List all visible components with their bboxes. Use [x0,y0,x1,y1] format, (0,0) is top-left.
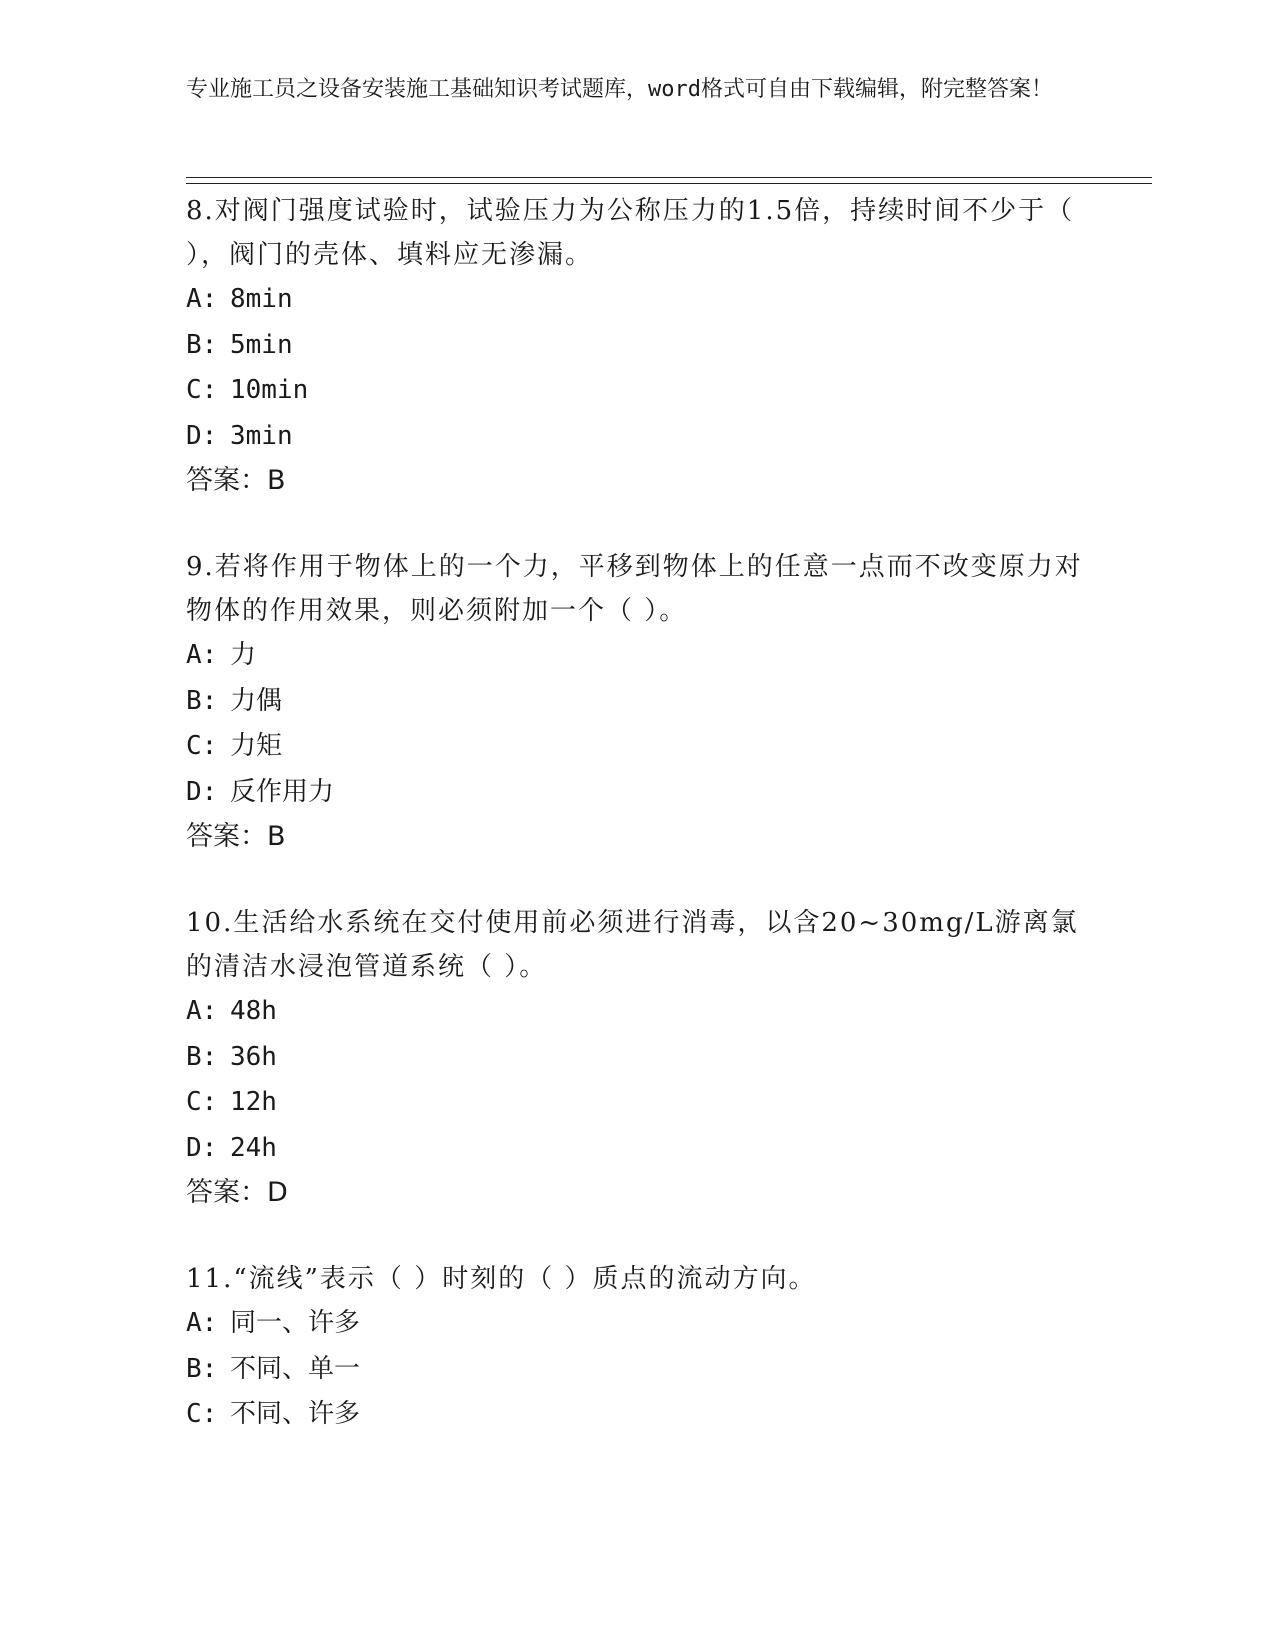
question-stem: 8.对阀门强度试验时，试验压力为公称压力的1.5倍，持续时间不少于（ ），阀门的壳体、填料应无渗漏。 [186,196,1075,270]
option-letter: C: [186,1399,218,1429]
option-a [186,989,1086,1035]
option-letter: D: [186,420,218,451]
option-text: 力偶 [230,685,283,716]
option-text: 力矩 [230,731,283,761]
option-text: 同一、许多 [230,1308,361,1338]
option-b [186,679,1086,725]
question-8 [186,189,1086,503]
option-letter: B: [186,329,218,360]
header-divider-bottom [186,183,1152,184]
question-11 [186,1257,1086,1438]
option-letter: A: [186,284,218,314]
option-a [186,633,1086,679]
question-stem: 10.生活给水系统在交付使用前必须进行消毒，以含20~30mg/L游离氯的清洁水浸泡管道系统（ ）。 [186,908,1079,982]
option-text: 不同、单一 [230,1353,361,1384]
question-stem: 9.若将作用于物体上的一个力，平移到物体上的任意一点而不改变原力对物体的作用效果，则必须附加一个（ ）。 [186,552,1083,626]
option-a [186,277,1086,323]
option-text: 不同、许多 [230,1399,361,1429]
option-text: 36h [230,1041,277,1072]
option-letter: D: [186,776,218,807]
option-letter: A: [186,640,218,670]
option-a [186,1301,1086,1347]
option-letter: A: [186,1308,218,1338]
option-text: 10min [230,375,309,405]
answer-line: 答案：B [186,465,286,496]
question-9 [186,545,1086,859]
option-b [186,1347,1086,1393]
header-divider-top [186,177,1152,178]
document-header: 专业施工员之设备安装施工基础知识考试题库，word格式可自由下载编辑，附完整答案！ [186,77,1053,102]
option-text: 5min [230,329,293,360]
option-text: 48h [230,996,277,1026]
option-letter: A: [186,996,218,1026]
answer-line: 答案：B [186,821,286,852]
option-text: 8min [230,284,293,314]
option-letter: C: [186,731,218,761]
option-c [186,1080,1086,1126]
option-c [186,1392,1086,1438]
option-text: 12h [230,1087,277,1117]
option-text: 3min [230,420,293,451]
option-letter: B: [186,1041,218,1072]
option-d [186,414,1086,460]
option-letter: D: [186,1132,218,1163]
option-c [186,724,1086,770]
option-b [186,1035,1086,1081]
question-list [186,189,1086,1480]
option-b [186,323,1086,369]
question-10 [186,901,1086,1215]
option-letter: B: [186,685,218,716]
option-d [186,770,1086,816]
option-c [186,368,1086,414]
option-text: 反作用力 [230,776,335,807]
option-d [186,1126,1086,1172]
question-stem: 11.“流线”表示（ ）时刻的（ ）质点的流动方向。 [186,1264,817,1294]
option-letter: B: [186,1353,218,1384]
option-letter: C: [186,375,218,405]
option-letter: C: [186,1087,218,1117]
option-text: 力 [230,640,257,670]
option-text: 24h [230,1132,277,1163]
answer-line: 答案：D [186,1177,288,1208]
